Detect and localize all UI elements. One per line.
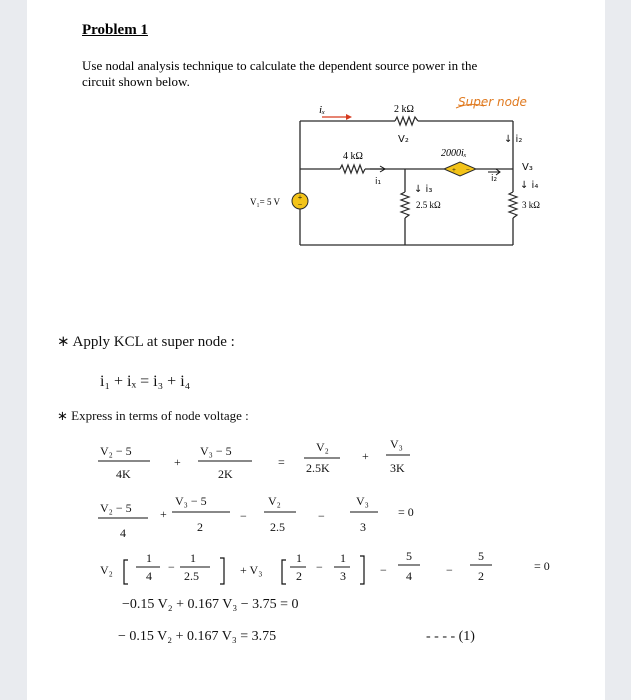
- r-left-label: 4 kΩ: [343, 151, 363, 162]
- ix-label: iₓ: [319, 104, 326, 116]
- i2-arrow-label: i₂: [491, 174, 498, 184]
- svg-text:−: −: [466, 166, 470, 174]
- svg-text:−: −: [168, 560, 175, 574]
- svg-text:= 0: = 0: [534, 559, 550, 573]
- svg-text:1: 1: [190, 551, 196, 565]
- equation-2a: [98, 437, 410, 481]
- svg-text:2: 2: [478, 569, 484, 583]
- svg-text:4: 4: [406, 569, 412, 583]
- svg-text:V₃: V₃: [356, 494, 369, 508]
- i4-label: ↓ i₄: [520, 180, 539, 191]
- equation-2c: [100, 549, 550, 584]
- svg-text:1: 1: [340, 551, 346, 565]
- equation-4: − 0.15 V₂ + 0.167 V₃ = 3.75: [118, 629, 277, 644]
- svg-text:5: 5: [406, 549, 412, 563]
- step1-text: ∗ Apply KCL at super node :: [57, 334, 235, 350]
- svg-text:V₂: V₂: [100, 563, 113, 577]
- svg-text:V₂ − 5: V₂ − 5: [100, 501, 132, 515]
- svg-text:+: +: [174, 455, 181, 469]
- svg-text:+: +: [452, 166, 456, 174]
- svg-text:+: +: [297, 193, 303, 202]
- svg-text:V₂ − 5: V₂ − 5: [100, 444, 132, 458]
- equation-4-tag: - - - - (1): [426, 629, 475, 644]
- svg-text:1: 1: [296, 551, 302, 565]
- svg-text:V₃: V₃: [390, 437, 403, 451]
- svg-text:4: 4: [120, 526, 126, 540]
- r-right-label: 3 kΩ: [522, 200, 540, 210]
- i1-label: i₁: [375, 177, 382, 187]
- svg-text:V₂: V₂: [316, 440, 329, 454]
- svg-text:V₂: V₂: [268, 494, 281, 508]
- svg-text:= 0: = 0: [398, 505, 414, 519]
- r-top-label: 2 kΩ: [394, 104, 414, 115]
- i2-label: ↓ i₂: [504, 134, 523, 145]
- svg-text:−: −: [446, 563, 453, 577]
- svg-text:2.5: 2.5: [270, 520, 285, 534]
- svg-text:−: −: [380, 563, 387, 577]
- i3-label: ↓ i₃: [414, 184, 433, 195]
- svg-text:4: 4: [146, 569, 152, 583]
- super-node-label: Super node: [458, 95, 527, 109]
- svg-text:−: −: [316, 560, 323, 574]
- problem-prompt: Use nodal analysis technique to calculate the dependent source power in the circuit shown below.: [82, 58, 478, 89]
- svg-text:V₃ − 5: V₃ − 5: [200, 444, 232, 458]
- svg-text:+ V₃: + V₃: [240, 563, 263, 577]
- svg-text:−: −: [240, 509, 247, 523]
- dep-source-label: 2000iₓ: [441, 148, 467, 159]
- svg-text:3K: 3K: [390, 461, 405, 475]
- svg-text:2K: 2K: [218, 467, 233, 481]
- kcl-equation: i₁ + iₓ = i₃ + i₄: [100, 373, 191, 390]
- v3-label: V₃: [522, 162, 533, 173]
- svg-text:3: 3: [340, 569, 346, 583]
- svg-text:2.5K: 2.5K: [306, 461, 330, 475]
- svg-text:−: −: [318, 509, 325, 523]
- svg-text:2.5: 2.5: [184, 569, 199, 583]
- svg-text:2: 2: [296, 569, 302, 583]
- v2-label: V₂: [398, 134, 409, 145]
- equation-2b: [98, 494, 414, 540]
- svg-text:−: −: [297, 200, 303, 209]
- svg-text:5: 5: [478, 549, 484, 563]
- problem-title: Problem 1: [82, 22, 148, 38]
- svg-text:V₃ − 5: V₃ − 5: [175, 494, 207, 508]
- svg-text:=: =: [278, 455, 285, 469]
- svg-text:3: 3: [360, 520, 366, 534]
- svg-text:2: 2: [197, 520, 203, 534]
- svg-text:4K: 4K: [116, 467, 131, 481]
- step2-text: ∗ Express in terms of node voltage :: [57, 408, 249, 423]
- source-label: V₁= 5 V: [250, 197, 281, 207]
- r-mid-label: 2.5 kΩ: [416, 200, 441, 210]
- svg-text:+: +: [362, 449, 369, 463]
- svg-text:1: 1: [146, 551, 152, 565]
- equation-3: −0.15 V₂ + 0.167 V₃ − 3.75 = 0: [122, 597, 299, 612]
- svg-text:+: +: [160, 507, 167, 521]
